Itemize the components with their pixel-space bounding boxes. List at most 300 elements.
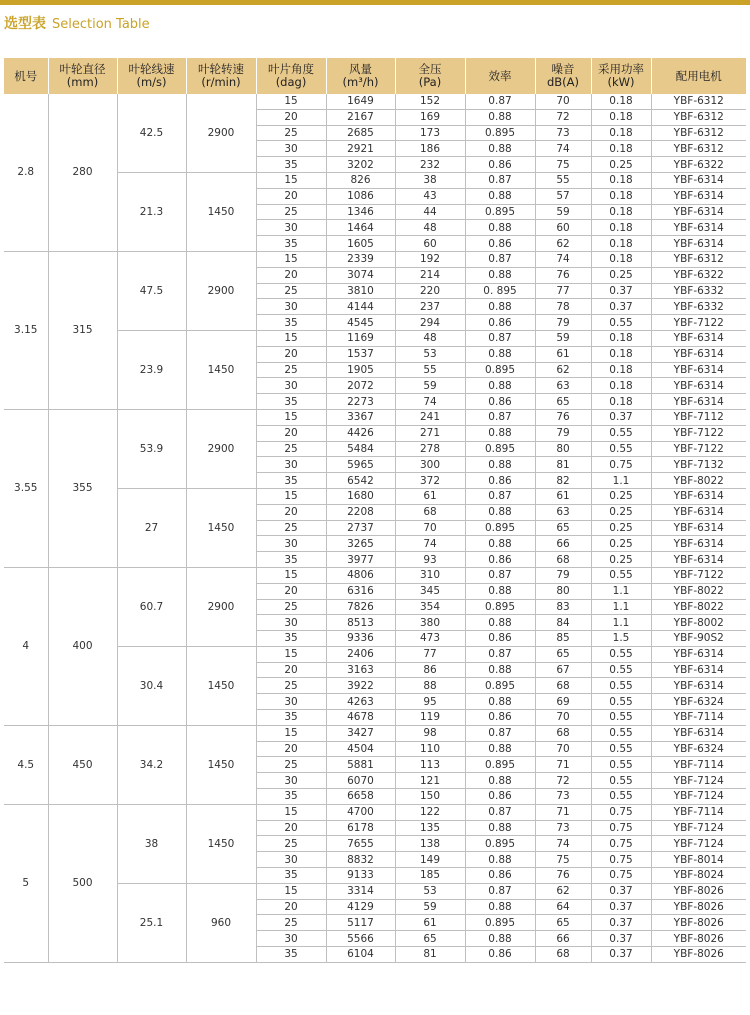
cell-power: 0.37 — [591, 931, 651, 947]
cell-motor: YBF-7124 — [651, 773, 746, 789]
cell-total-pressure: 53 — [395, 346, 465, 362]
cell-motor: YBF-8026 — [651, 947, 746, 963]
cell-linear-speed: 34.2 — [117, 725, 186, 804]
cell-efficiency: 0.88 — [465, 141, 535, 157]
cell-power: 0.37 — [591, 947, 651, 963]
cell-total-pressure: 93 — [395, 552, 465, 568]
cell-blade-angle: 25 — [256, 283, 326, 299]
cell-total-pressure: 59 — [395, 899, 465, 915]
cell-blade-angle: 35 — [256, 315, 326, 331]
cell-efficiency: 0.87 — [465, 251, 535, 267]
cell-air-volume: 1905 — [326, 362, 395, 378]
cell-total-pressure: 74 — [395, 394, 465, 410]
cell-power: 0.18 — [591, 172, 651, 188]
cell-efficiency: 0.87 — [465, 804, 535, 820]
cell-total-pressure: 372 — [395, 473, 465, 489]
cell-efficiency: 0.88 — [465, 931, 535, 947]
cell-power: 0.37 — [591, 899, 651, 915]
cell-total-pressure: 192 — [395, 251, 465, 267]
cell-noise: 70 — [535, 710, 591, 726]
cell-rotational-speed: 1450 — [186, 330, 256, 409]
cell-noise: 62 — [535, 883, 591, 899]
cell-motor: YBF-8026 — [651, 899, 746, 915]
cell-efficiency: 0.88 — [465, 820, 535, 836]
header-model-no: 机号 — [4, 58, 48, 94]
cell-total-pressure: 86 — [395, 662, 465, 678]
cell-blade-angle: 20 — [256, 583, 326, 599]
cell-air-volume: 6104 — [326, 947, 395, 963]
cell-efficiency: 0.87 — [465, 409, 535, 425]
cell-efficiency: 0.895 — [465, 204, 535, 220]
cell-power: 0.75 — [591, 804, 651, 820]
cell-noise: 67 — [535, 662, 591, 678]
cell-blade-angle: 15 — [256, 804, 326, 820]
cell-noise: 82 — [535, 473, 591, 489]
cell-total-pressure: 59 — [395, 378, 465, 394]
cell-air-volume: 3977 — [326, 552, 395, 568]
header-motor: 配用电机 — [651, 58, 746, 94]
cell-air-volume: 3163 — [326, 662, 395, 678]
cell-efficiency: 0.895 — [465, 125, 535, 141]
cell-air-volume: 6316 — [326, 583, 395, 599]
cell-power: 0.18 — [591, 188, 651, 204]
cell-blade-angle: 25 — [256, 362, 326, 378]
cell-motor: YBF-6312 — [651, 109, 746, 125]
cell-blade-angle: 35 — [256, 868, 326, 884]
cell-motor: YBF-6314 — [651, 488, 746, 504]
cell-model-no: 4 — [4, 567, 48, 725]
cell-blade-angle: 25 — [256, 757, 326, 773]
cell-blade-angle: 15 — [256, 330, 326, 346]
cell-air-volume: 6658 — [326, 789, 395, 805]
cell-noise: 59 — [535, 204, 591, 220]
cell-total-pressure: 43 — [395, 188, 465, 204]
cell-air-volume: 4806 — [326, 567, 395, 583]
cell-noise: 68 — [535, 725, 591, 741]
cell-power: 0.18 — [591, 125, 651, 141]
cell-air-volume: 5965 — [326, 457, 395, 473]
cell-power: 1.1 — [591, 599, 651, 615]
cell-air-volume: 2273 — [326, 394, 395, 410]
cell-air-volume: 8513 — [326, 615, 395, 631]
cell-efficiency: 0.86 — [465, 236, 535, 252]
table-header-row — [4, 58, 746, 94]
cell-noise: 72 — [535, 109, 591, 125]
cell-rotational-speed: 2900 — [186, 94, 256, 172]
cell-efficiency: 0.86 — [465, 868, 535, 884]
cell-total-pressure: 135 — [395, 820, 465, 836]
cell-efficiency: 0.88 — [465, 583, 535, 599]
cell-blade-angle: 30 — [256, 536, 326, 552]
cell-noise: 73 — [535, 820, 591, 836]
cell-total-pressure: 345 — [395, 583, 465, 599]
cell-total-pressure: 68 — [395, 504, 465, 520]
cell-power: 0.55 — [591, 315, 651, 331]
cell-air-volume: 2208 — [326, 504, 395, 520]
cell-motor: YBF-6314 — [651, 646, 746, 662]
cell-power: 0.55 — [591, 694, 651, 710]
cell-power: 0.55 — [591, 441, 651, 457]
cell-efficiency: 0.895 — [465, 599, 535, 615]
cell-power: 0.25 — [591, 520, 651, 536]
cell-blade-angle: 15 — [256, 725, 326, 741]
cell-motor: YBF-6314 — [651, 378, 746, 394]
header-noise: 噪音 dB(A) — [535, 58, 591, 94]
cell-efficiency: 0.88 — [465, 188, 535, 204]
cell-air-volume: 8832 — [326, 852, 395, 868]
cell-air-volume: 4129 — [326, 899, 395, 915]
cell-motor: YBF-6314 — [651, 172, 746, 188]
cell-noise: 69 — [535, 694, 591, 710]
cell-efficiency: 0.87 — [465, 94, 535, 109]
cell-blade-angle: 15 — [256, 488, 326, 504]
cell-impeller-diameter: 315 — [48, 251, 117, 409]
cell-motor: YBF-6324 — [651, 741, 746, 757]
cell-efficiency: 0.895 — [465, 678, 535, 694]
cell-motor: YBF-6314 — [651, 552, 746, 568]
cell-blade-angle: 20 — [256, 899, 326, 915]
cell-air-volume: 1346 — [326, 204, 395, 220]
cell-motor: YBF-7114 — [651, 804, 746, 820]
cell-rotational-speed: 2900 — [186, 251, 256, 330]
cell-blade-angle: 30 — [256, 299, 326, 315]
cell-noise: 74 — [535, 836, 591, 852]
cell-noise: 85 — [535, 631, 591, 647]
cell-motor: YBF-7122 — [651, 441, 746, 457]
cell-air-volume: 1537 — [326, 346, 395, 362]
cell-air-volume: 6542 — [326, 473, 395, 489]
cell-noise: 62 — [535, 236, 591, 252]
cell-motor: YBF-8022 — [651, 583, 746, 599]
cell-efficiency: 0.895 — [465, 520, 535, 536]
cell-noise: 76 — [535, 868, 591, 884]
cell-efficiency: 0.86 — [465, 631, 535, 647]
cell-blade-angle: 20 — [256, 820, 326, 836]
cell-efficiency: 0.86 — [465, 157, 535, 173]
cell-motor: YBF-6314 — [651, 346, 746, 362]
cell-motor: YBF-8002 — [651, 615, 746, 631]
cell-power: 1.5 — [591, 631, 651, 647]
cell-air-volume: 4700 — [326, 804, 395, 820]
cell-blade-angle: 15 — [256, 883, 326, 899]
cell-impeller-diameter: 500 — [48, 804, 117, 962]
cell-blade-angle: 25 — [256, 125, 326, 141]
cell-total-pressure: 48 — [395, 330, 465, 346]
cell-power: 0.37 — [591, 915, 651, 931]
cell-total-pressure: 65 — [395, 931, 465, 947]
cell-total-pressure: 55 — [395, 362, 465, 378]
cell-model-no: 4.5 — [4, 725, 48, 804]
cell-total-pressure: 77 — [395, 646, 465, 662]
cell-motor: YBF-6314 — [651, 678, 746, 694]
cell-motor: YBF-6314 — [651, 204, 746, 220]
table-body — [4, 94, 746, 962]
cell-noise: 76 — [535, 267, 591, 283]
cell-efficiency: 0.88 — [465, 220, 535, 236]
cell-blade-angle: 20 — [256, 662, 326, 678]
cell-air-volume: 1464 — [326, 220, 395, 236]
cell-power: 0.18 — [591, 236, 651, 252]
cell-blade-angle: 25 — [256, 599, 326, 615]
cell-efficiency: 0.86 — [465, 552, 535, 568]
header-linear-speed: 叶轮线速 (m/s) — [117, 58, 186, 94]
cell-noise: 80 — [535, 583, 591, 599]
cell-total-pressure: 310 — [395, 567, 465, 583]
cell-efficiency: 0.86 — [465, 473, 535, 489]
cell-blade-angle: 35 — [256, 631, 326, 647]
cell-air-volume: 3202 — [326, 157, 395, 173]
cell-air-volume: 5881 — [326, 757, 395, 773]
cell-power: 0.75 — [591, 868, 651, 884]
cell-noise: 74 — [535, 141, 591, 157]
cell-noise: 57 — [535, 188, 591, 204]
cell-total-pressure: 152 — [395, 94, 465, 109]
cell-efficiency: 0.88 — [465, 457, 535, 473]
cell-total-pressure: 138 — [395, 836, 465, 852]
cell-motor: YBF-7124 — [651, 836, 746, 852]
cell-power: 0.25 — [591, 504, 651, 520]
cell-air-volume: 2921 — [326, 141, 395, 157]
cell-power: 0.25 — [591, 536, 651, 552]
cell-power: 0.55 — [591, 425, 651, 441]
cell-air-volume: 5484 — [326, 441, 395, 457]
cell-air-volume: 4504 — [326, 741, 395, 757]
cell-linear-speed: 53.9 — [117, 409, 186, 488]
cell-motor: YBF-90S2 — [651, 631, 746, 647]
cell-power: 0.75 — [591, 457, 651, 473]
cell-power: 0.75 — [591, 836, 651, 852]
cell-air-volume: 1680 — [326, 488, 395, 504]
cell-blade-angle: 15 — [256, 94, 326, 109]
cell-motor: YBF-7114 — [651, 757, 746, 773]
cell-efficiency: 0.88 — [465, 773, 535, 789]
cell-blade-angle: 20 — [256, 425, 326, 441]
cell-blade-angle: 30 — [256, 694, 326, 710]
cell-air-volume: 2167 — [326, 109, 395, 125]
cell-motor: YBF-7122 — [651, 315, 746, 331]
cell-power: 0.37 — [591, 883, 651, 899]
cell-total-pressure: 48 — [395, 220, 465, 236]
cell-power: 0.18 — [591, 109, 651, 125]
cell-total-pressure: 186 — [395, 141, 465, 157]
cell-efficiency: 0.88 — [465, 615, 535, 631]
cell-total-pressure: 53 — [395, 883, 465, 899]
page-title — [4, 13, 150, 33]
cell-total-pressure: 237 — [395, 299, 465, 315]
cell-power: 0.18 — [591, 204, 651, 220]
cell-air-volume: 3314 — [326, 883, 395, 899]
cell-motor: YBF-6314 — [651, 188, 746, 204]
cell-efficiency: 0.87 — [465, 883, 535, 899]
cell-blade-angle: 25 — [256, 836, 326, 852]
cell-air-volume: 3810 — [326, 283, 395, 299]
cell-air-volume: 9133 — [326, 868, 395, 884]
cell-motor: YBF-6314 — [651, 536, 746, 552]
cell-blade-angle: 30 — [256, 141, 326, 157]
cell-blade-angle: 20 — [256, 267, 326, 283]
cell-efficiency: 0.86 — [465, 394, 535, 410]
cell-total-pressure: 44 — [395, 204, 465, 220]
cell-motor: YBF-8026 — [651, 915, 746, 931]
cell-motor: YBF-6314 — [651, 725, 746, 741]
cell-total-pressure: 278 — [395, 441, 465, 457]
cell-total-pressure: 113 — [395, 757, 465, 773]
cell-noise: 55 — [535, 172, 591, 188]
cell-noise: 66 — [535, 536, 591, 552]
cell-total-pressure: 185 — [395, 868, 465, 884]
cell-efficiency: 0.88 — [465, 504, 535, 520]
cell-power: 0.55 — [591, 646, 651, 662]
cell-total-pressure: 150 — [395, 789, 465, 805]
table-row — [4, 804, 746, 820]
cell-efficiency: 0.895 — [465, 441, 535, 457]
cell-rotational-speed: 1450 — [186, 804, 256, 883]
cell-total-pressure: 98 — [395, 725, 465, 741]
cell-air-volume: 4545 — [326, 315, 395, 331]
cell-blade-angle: 25 — [256, 520, 326, 536]
cell-rotational-speed: 960 — [186, 883, 256, 962]
cell-air-volume: 1169 — [326, 330, 395, 346]
cell-motor: YBF-6314 — [651, 394, 746, 410]
cell-motor: YBF-6322 — [651, 267, 746, 283]
cell-air-volume: 5566 — [326, 931, 395, 947]
cell-efficiency: 0.86 — [465, 947, 535, 963]
title-english: Selection Table — [52, 17, 150, 32]
cell-total-pressure: 149 — [395, 852, 465, 868]
cell-blade-angle: 15 — [256, 567, 326, 583]
cell-noise: 63 — [535, 378, 591, 394]
cell-total-pressure: 38 — [395, 172, 465, 188]
cell-efficiency: 0.88 — [465, 536, 535, 552]
cell-noise: 71 — [535, 757, 591, 773]
cell-power: 0.18 — [591, 220, 651, 236]
cell-total-pressure: 232 — [395, 157, 465, 173]
cell-noise: 73 — [535, 789, 591, 805]
cell-total-pressure: 122 — [395, 804, 465, 820]
cell-air-volume: 4263 — [326, 694, 395, 710]
cell-blade-angle: 35 — [256, 394, 326, 410]
cell-power: 0.25 — [591, 267, 651, 283]
cell-noise: 80 — [535, 441, 591, 457]
cell-impeller-diameter: 280 — [48, 94, 117, 251]
cell-blade-angle: 35 — [256, 473, 326, 489]
cell-motor: YBF-6314 — [651, 330, 746, 346]
cell-blade-angle: 30 — [256, 378, 326, 394]
cell-air-volume: 6070 — [326, 773, 395, 789]
cell-total-pressure: 169 — [395, 109, 465, 125]
cell-blade-angle: 35 — [256, 236, 326, 252]
cell-motor: YBF-6324 — [651, 694, 746, 710]
cell-motor: YBF-7124 — [651, 820, 746, 836]
cell-linear-speed: 27 — [117, 488, 186, 567]
cell-total-pressure: 95 — [395, 694, 465, 710]
cell-motor: YBF-6314 — [651, 662, 746, 678]
cell-blade-angle: 15 — [256, 646, 326, 662]
cell-motor: YBF-6314 — [651, 362, 746, 378]
cell-motor: YBF-7122 — [651, 425, 746, 441]
cell-power: 1.1 — [591, 473, 651, 489]
cell-total-pressure: 110 — [395, 741, 465, 757]
cell-motor: YBF-7112 — [651, 409, 746, 425]
cell-motor: YBF-6314 — [651, 236, 746, 252]
cell-motor: YBF-6314 — [651, 520, 746, 536]
cell-efficiency: 0.86 — [465, 710, 535, 726]
cell-blade-angle: 15 — [256, 409, 326, 425]
cell-air-volume: 4144 — [326, 299, 395, 315]
cell-motor: YBF-6332 — [651, 299, 746, 315]
cell-rotational-speed: 1450 — [186, 488, 256, 567]
header-rotational-speed: 叶轮转速 (r/min) — [186, 58, 256, 94]
cell-air-volume: 2406 — [326, 646, 395, 662]
cell-motor: YBF-6312 — [651, 125, 746, 141]
cell-noise: 65 — [535, 520, 591, 536]
cell-noise: 65 — [535, 394, 591, 410]
cell-total-pressure: 121 — [395, 773, 465, 789]
cell-power: 0.75 — [591, 852, 651, 868]
cell-motor: YBF-8014 — [651, 852, 746, 868]
cell-power: 0.55 — [591, 567, 651, 583]
cell-power: 1.1 — [591, 615, 651, 631]
cell-total-pressure: 61 — [395, 915, 465, 931]
cell-efficiency: 0.895 — [465, 915, 535, 931]
cell-noise: 62 — [535, 362, 591, 378]
cell-power: 1.1 — [591, 583, 651, 599]
cell-blade-angle: 20 — [256, 188, 326, 204]
cell-power: 0.55 — [591, 789, 651, 805]
cell-noise: 79 — [535, 567, 591, 583]
cell-total-pressure: 294 — [395, 315, 465, 331]
cell-power: 0.55 — [591, 662, 651, 678]
cell-efficiency: 0.87 — [465, 172, 535, 188]
cell-air-volume: 1605 — [326, 236, 395, 252]
cell-noise: 70 — [535, 94, 591, 109]
cell-efficiency: 0.87 — [465, 567, 535, 583]
cell-air-volume: 1649 — [326, 94, 395, 109]
cell-total-pressure: 88 — [395, 678, 465, 694]
cell-noise: 75 — [535, 157, 591, 173]
cell-blade-angle: 30 — [256, 220, 326, 236]
cell-efficiency: 0.895 — [465, 757, 535, 773]
table-row — [4, 567, 746, 583]
cell-blade-angle: 35 — [256, 552, 326, 568]
cell-linear-speed: 42.5 — [117, 94, 186, 172]
cell-air-volume: 2685 — [326, 125, 395, 141]
cell-linear-speed: 47.5 — [117, 251, 186, 330]
cell-model-no: 2.8 — [4, 94, 48, 251]
cell-power: 0.25 — [591, 488, 651, 504]
cell-motor: YBF-6314 — [651, 220, 746, 236]
cell-motor: YBF-8026 — [651, 931, 746, 947]
cell-total-pressure: 241 — [395, 409, 465, 425]
cell-efficiency: 0.88 — [465, 346, 535, 362]
cell-efficiency: 0.88 — [465, 267, 535, 283]
cell-impeller-diameter: 450 — [48, 725, 117, 804]
cell-air-volume: 2339 — [326, 251, 395, 267]
cell-power: 0.55 — [591, 710, 651, 726]
cell-air-volume: 2072 — [326, 378, 395, 394]
cell-motor: YBF-7132 — [651, 457, 746, 473]
cell-noise: 60 — [535, 220, 591, 236]
cell-motor: YBF-7124 — [651, 789, 746, 805]
cell-noise: 72 — [535, 773, 591, 789]
cell-blade-angle: 25 — [256, 204, 326, 220]
cell-air-volume: 3265 — [326, 536, 395, 552]
cell-power: 0.18 — [591, 362, 651, 378]
cell-air-volume: 3074 — [326, 267, 395, 283]
cell-motor: YBF-6312 — [651, 141, 746, 157]
cell-linear-speed: 38 — [117, 804, 186, 883]
cell-noise: 65 — [535, 915, 591, 931]
